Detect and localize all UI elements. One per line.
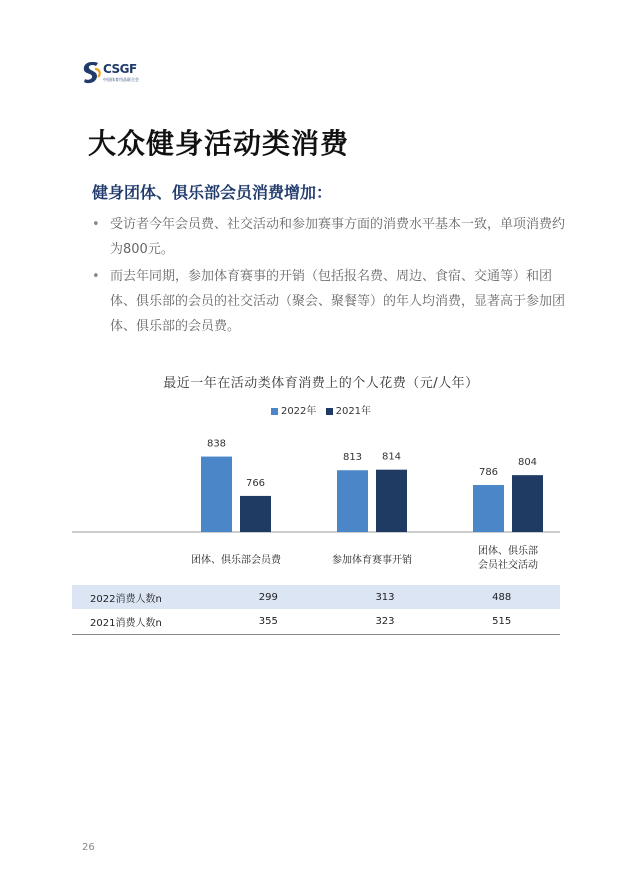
legend-label-2021: 2021年 <box>335 406 372 417</box>
logo-subtext: 中国体育用品联合会 <box>103 77 139 82</box>
bar-value-label: 814 <box>381 451 402 463</box>
bar-2022年-2 <box>473 485 504 532</box>
cell-2022-events: 313 <box>375 591 395 603</box>
cell-2022-membership: 299 <box>258 591 278 603</box>
bar-value-label: 838 <box>206 438 227 450</box>
bullet-item: • 而去年同期，参加体育赛事的开销（包括报名费、周边、食宿、交通等）和团体、俱乐部的会员的社交活动（聚会、聚餐等）的年人均消费，显著高于参加团体、俱乐部的会员费。 <box>92 264 572 339</box>
table-bottom-rule <box>72 634 560 635</box>
bar-value-label: 804 <box>517 457 538 469</box>
row-label-2021: 2021消费人数n <box>90 617 162 629</box>
category-label: 会员社交活动 <box>478 560 538 571</box>
chart-title: 最近一年在活动类体育消费上的个人花费（元/人年） <box>163 376 479 391</box>
bar-2021年-0 <box>240 496 271 532</box>
bar-2022年-1 <box>337 470 368 532</box>
table-row-2021 <box>72 609 560 633</box>
category-label: 团体、俱乐部 <box>478 546 538 557</box>
cell-2021-social: 515 <box>492 615 512 627</box>
category-label: 参加体育赛事开销 <box>332 555 412 566</box>
cell-2022-social: 488 <box>492 591 512 603</box>
bar-2021年-2 <box>512 475 543 532</box>
bar-value-label: 786 <box>478 466 499 478</box>
bullet-item: • 受访者今年会员费、社交活动和参加赛事方面的消费水平基本一致，单项消费约为800元。 <box>92 212 572 262</box>
row-label-2022: 2022消费人数n <box>90 593 162 605</box>
table-row-2022 <box>72 585 560 609</box>
bar-2022年-0 <box>201 457 232 532</box>
cell-2021-events: 323 <box>375 615 395 627</box>
bar-2021年-1 <box>376 470 407 532</box>
respondent-count-table <box>72 585 560 633</box>
page-number: 26 <box>82 842 95 853</box>
cell-2021-membership: 355 <box>258 615 278 627</box>
legend-label-2022: 2022年 <box>280 406 317 417</box>
logo-text: CSGF <box>103 62 137 76</box>
bar-value-label: 813 <box>342 452 363 464</box>
category-label: 团体、俱乐部会员费 <box>191 555 281 566</box>
section-subtitle: 健身团体、俱乐部会员消费增加： <box>92 183 333 202</box>
bar-value-label: 766 <box>245 477 266 489</box>
page-title: 大众健身活动类消费 <box>88 127 350 160</box>
